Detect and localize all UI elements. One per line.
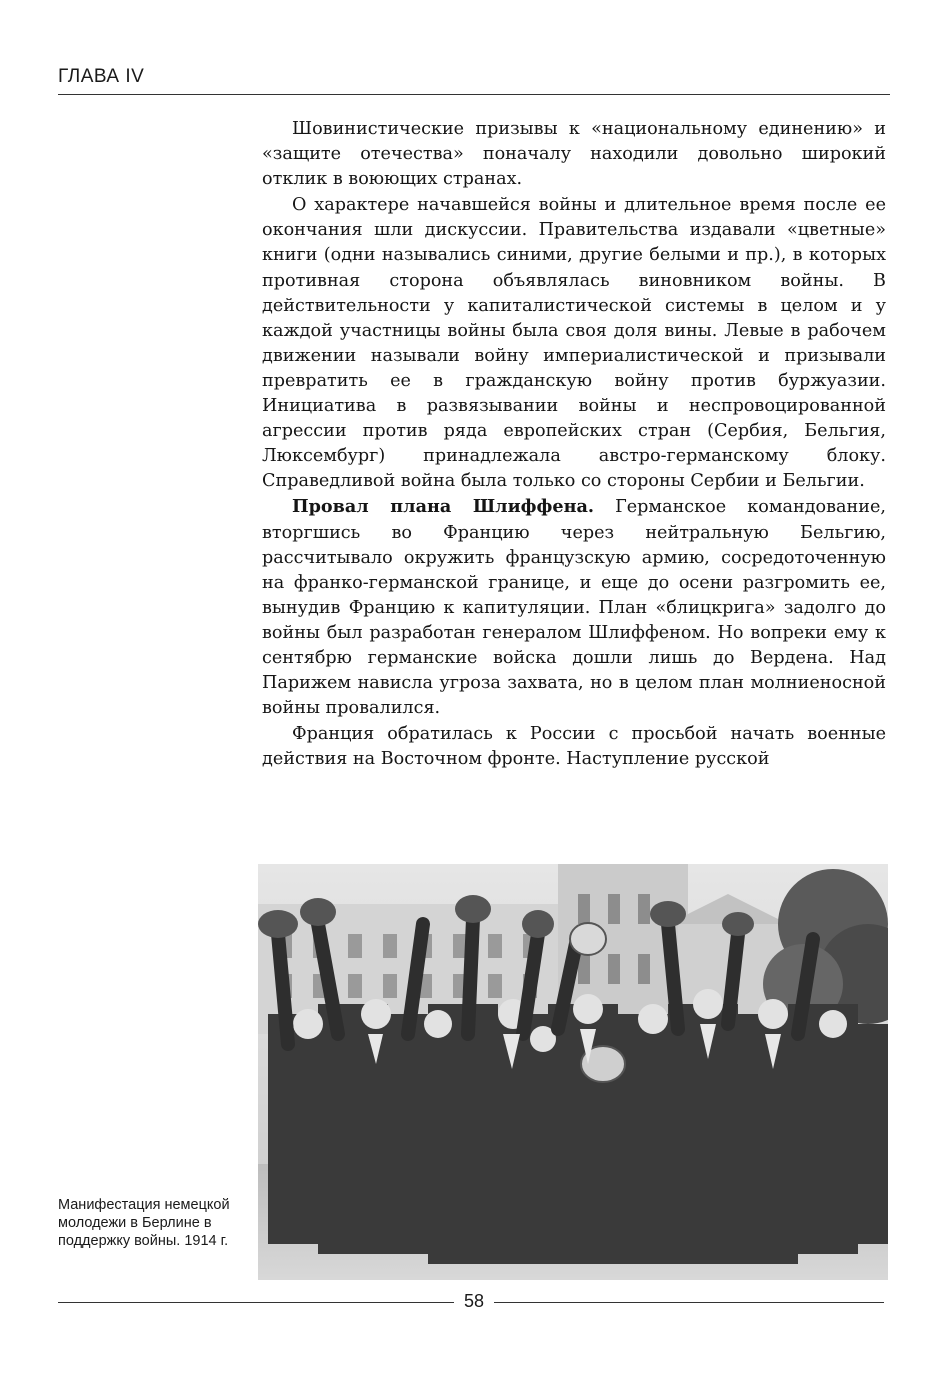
footer-divider-right — [494, 1302, 884, 1303]
paragraph-text: Германское командование, вторгшись во Францию через нейтральную Бельгию, рассчитывало окружить французскую армию, сосредоточенную на франко-германской границе, и еще до осени разгромить ее, вынудив Францию к капитуляции. План «блицкрига» задолго до войны был разработан генералом Шлиффеном. Но вопреки ему к сентябрю германские войска дошли лишь до Вердена. Над Парижем нависла угроза захвата, но в целом план молниеносной войны провалился. — [262, 497, 886, 719]
paragraph-4 — [262, 721, 886, 772]
section-heading: Провал плана Шлиффена. — [292, 496, 594, 518]
historical-photo — [258, 864, 888, 1280]
figure-caption: Манифестация немецкой молодежи в Берлине в поддержку войны. 1914 г. — [58, 1197, 230, 1249]
header-divider — [58, 94, 890, 95]
chapter-header: ГЛАВА IV — [58, 66, 145, 87]
paragraph-2 — [262, 192, 886, 494]
paragraph-text: Франция обратилась к России с просьбой начать военные действия на Восточном фронте. Наступление русской — [262, 724, 886, 770]
footer-divider-left — [58, 1302, 454, 1303]
paragraph-3 — [262, 494, 886, 721]
paragraph-1 — [262, 116, 886, 192]
page-number: 58 — [463, 1291, 485, 1311]
body-text — [262, 116, 886, 772]
paragraph-text: Шовинистические призывы к «национальному единению» и «защите отечества» поначалу находили довольно широкий отклик в воюющих странах. — [262, 119, 886, 190]
paragraph-text: О характере начавшейся войны и длительное время после ее окончания шли дискуссии. Правительства издавали «цветные» книги (одни назывались синими, другие белыми и пр.), в которых противная сторона объявлялась виновником войны. В действительности у капиталистической системы в целом и у каждой участницы войны была своя доля вины. Левые в рабочем движении называли войну империалистической и призывали превратить ее в гражданскую войну против буржуазии. Инициатива в развязывании войны и неспровоцированной агрессии против ряда европейских стран (Сербия, Бельгия, Люксембург) принадлежала австро-германскому блоку. Справедливой война была только со стороны Сербии и Бельгии. — [262, 195, 886, 492]
